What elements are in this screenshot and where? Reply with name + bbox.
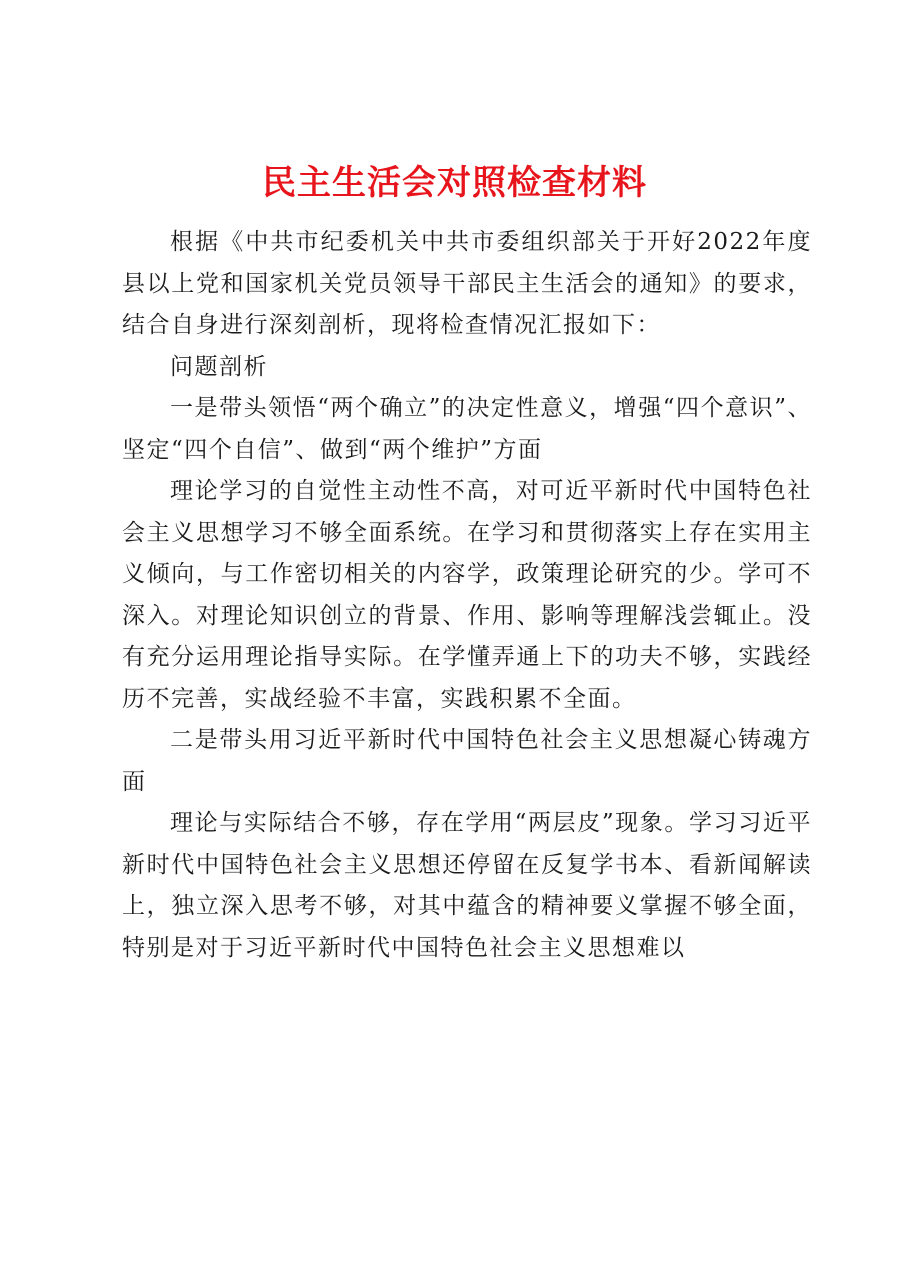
document-body (122, 222, 812, 969)
paragraph-1: 理论学习的自觉性主动性不高，对可近平新时代中国特色社会主义思想学习不够全面系统。在学习和贯彻落实上存在实用主义倾向，与工作密切相关的内容学，政策理论研究的少。学可不深入。对理论知识创立的背景、作用、影响等理解浅尝辄止。没有充分运用理论指导实际。在学懂弄通上下的功夫不够，实践经历不完善，实战经验不丰富，实践积累不全面。 (122, 478, 812, 712)
section-heading-2: 二是带头用习近平新时代中国特色社会主义思想凝心铸魂方面 (122, 727, 812, 795)
paragraph-2: 理论与实际结合不够，存在学用“两层皮”现象。学习习近平新时代中国特色社会主义思想还停留在反复学书本、看新闻解读上，独立深入思考不够，对其中蕴含的精神要义掌握不够全面，特别是对于习近平新时代中国特色社会主义思想难以 (122, 810, 812, 961)
document-title: 民主生活会对照检查材料 (262, 163, 647, 203)
section-heading-1: 一是带头领悟“两个确立”的决定性意义，增强“四个意识”、坚定“四个自信”、做到“两个维护”方面 (122, 395, 812, 463)
section-heading-problem-analysis: 问题剖析 (170, 353, 268, 380)
paragraph-intro: 根据《中共市纪委机关中共市委组织部关于开好2022年度县以上党和国家机关党员领导干部民主生活会的通知》的要求，结合自身进行深刻剖析，现将检查情况汇报如下： (122, 229, 812, 338)
